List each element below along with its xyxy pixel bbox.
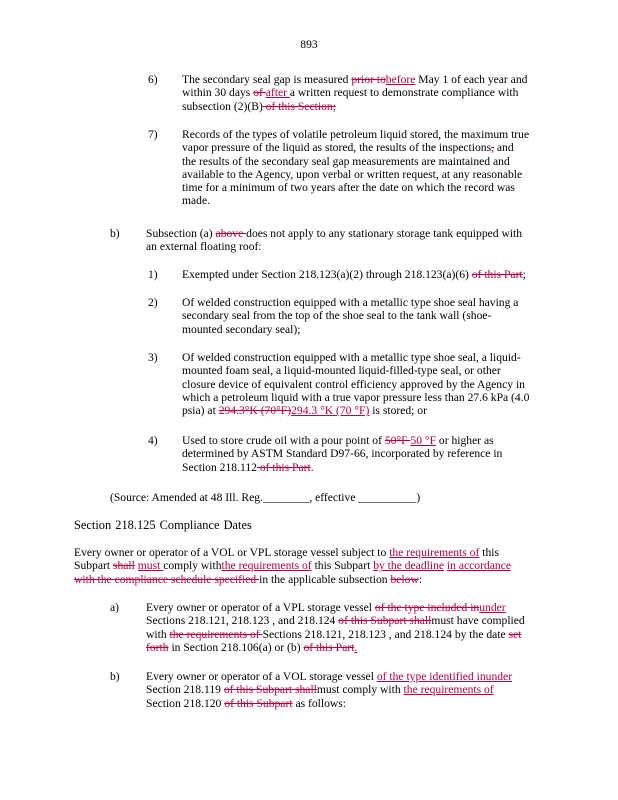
item-b1-number: 1) [148, 268, 158, 281]
section-a-text: Every owner or operator of a VPL storage vessel of the type included inunder Sections 218.121, 218.123 , and 218.124 of this Subpart shallmust have complied with the requirements of Sections 218.121, 218.123 , and 218.124 by the date set forth in Section 218.106(a) or (b) of this Part. [146, 601, 525, 654]
source-note-text-c: ) [416, 491, 421, 504]
section-b-text: Every owner or operator of a VOL storage vessel of the type identified inunder Section 218.119 of this Subpart shallmust comply with the requirements of Section 218.120 of this Subpart as follows: [146, 670, 513, 710]
item-b4-text: Used to store crude oil with a pour point of 50°F 50 °F or higher as determined by ASTM Standard D97-66, incorporated by reference in Section 218.112 of this Part. [182, 434, 503, 474]
item-b1-text: Exempted under Section 218.123(a)(2) through 218.123(a)(6) of this Part; [182, 268, 526, 281]
source-note [110, 491, 420, 504]
subsection-b-label: b) [110, 227, 120, 240]
item-7-number: 7) [148, 128, 158, 141]
source-note-blank-register: ________ [262, 491, 310, 504]
source-note-text-b: , effective [309, 491, 356, 504]
item-b2-number: 2) [148, 296, 158, 309]
item-b3-text: Of welded construction equipped with a metallic type shoe seal, a liquid- mounted foam seal, a liquid-mounted liquid-filled-type seal, or other closure device of equivalent control efficiency approved by the Agency in which a petroleum liquid with a true vapor pressure less than 27.6 kPa (4.0 psia) at 294.3°K (70°F)294.3 °K (70 °F) is stored; or [182, 351, 530, 418]
section-intro-text: Every owner or operator of a VOL or VPL storage vessel subject to the requirements of this Subpart shall must comply withthe requirements of this Subpart by the deadline in accordance with the compliance schedule specified in the applicable subsection below: [74, 546, 511, 586]
page-number: 893 [300, 38, 318, 51]
section-b-label: b) [110, 670, 120, 683]
subsection-b-text: Subsection (a) above does not apply to any stationary storage tank equipped with an external floating roof: [146, 227, 523, 254]
source-note-blank-effective: __________ [358, 491, 417, 504]
item-7-text: Records of the types of volatile petroleum liquid stored, the maximum true vapor pressure of the liquid as stored, the results of the inspections, and the results of the secondary seal gap measurements are maintained and available to the Agency, upon verbal or written request, at any reasonable time for a minimum of two years after the date on which the record was made. [182, 128, 530, 208]
section-heading: Section 218.125 Compliance Dates [74, 518, 252, 532]
section-a-label: a) [110, 601, 120, 614]
item-b3-number: 3) [148, 351, 158, 364]
item-b4-number: 4) [148, 434, 158, 447]
item-6-number: 6) [148, 73, 158, 86]
item-b2-text: Of welded construction equipped with a metallic type shoe seal having a secondary seal from the top of the shoe seal to the tank wall (shoe-mounted secondary seal); [182, 296, 519, 336]
source-note-text-a: (Source: Amended at 48 Ill. Reg. [110, 491, 263, 504]
item-6-text: The secondary seal gap is measured prior tobefore May 1 of each year and within 30 days of after a written request to demonstrate compliance with subsection (2)(B) of this Section; [182, 73, 528, 113]
